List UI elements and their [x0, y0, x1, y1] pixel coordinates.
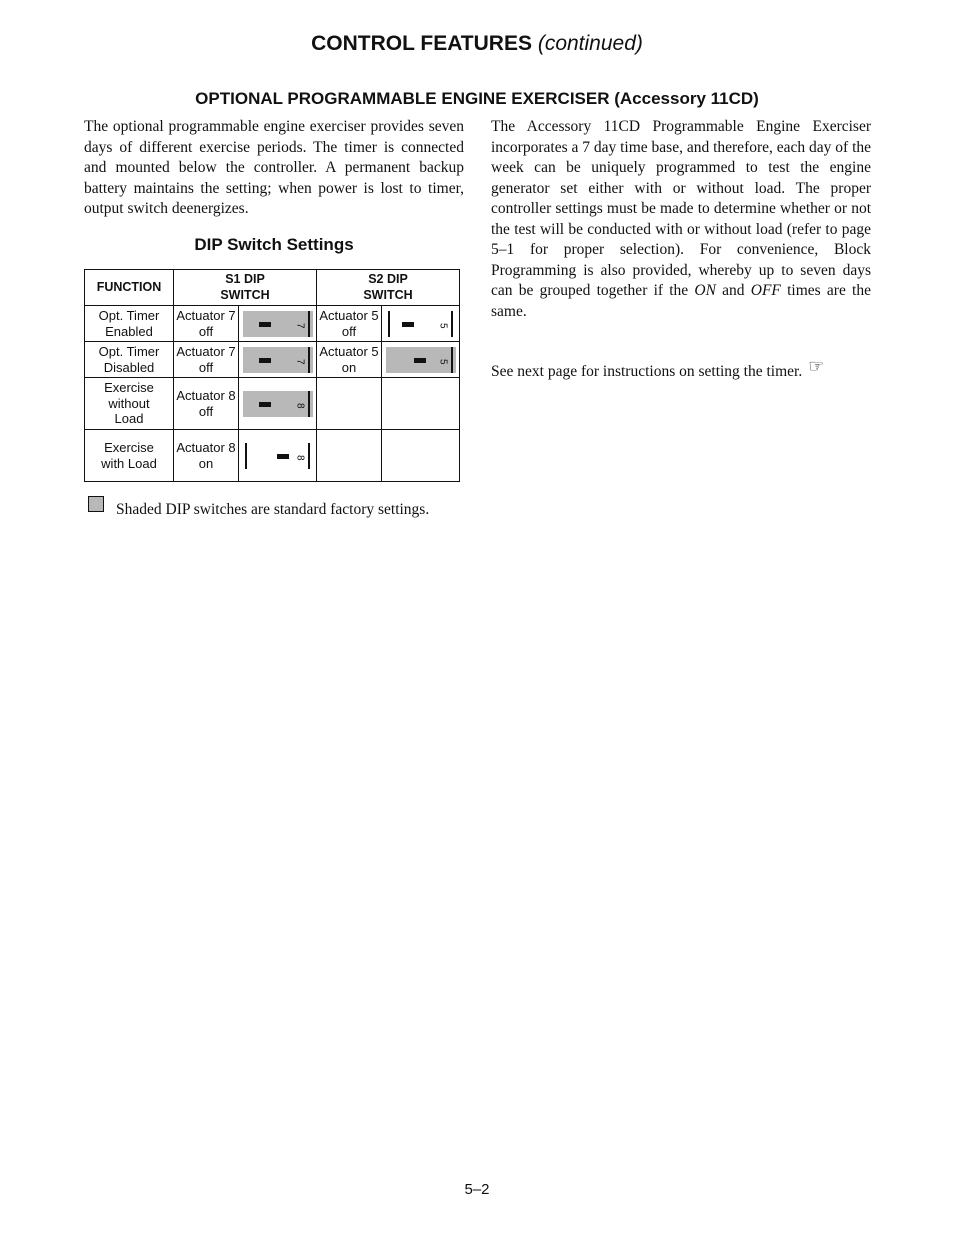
dip-switch-icon: 5	[386, 311, 456, 337]
s1-label-cell: Actuator 7 off	[174, 342, 239, 378]
s2-switch-cell	[382, 342, 460, 378]
section-subtitle: OPTIONAL PROGRAMMABLE ENGINE EXERCISER (Accessory 11CD)	[195, 89, 759, 108]
dip-switch-heading: DIP Switch Settings	[194, 235, 354, 254]
description-paragraph: The Accessory 11CD Programmable Engine Exerciser incorporates a 7 day time base, and therefore, each day of the week can be uniquely programmed to test the engine generator set either with or without load. The proper controller settings must be made to determine whether or not the test will be conducted with or without load (refer to page 5–1 for proper selection). For convenience, Block Programming is also provided, whereby up to seven days can be grouped together if the ON and OFF times are the same.	[491, 118, 872, 320]
function-cell: Opt. Timer Enabled	[85, 306, 174, 342]
function-cell: Exercise with Load	[85, 430, 174, 482]
s1-switch-cell	[239, 306, 317, 342]
s2-switch-cell	[382, 378, 460, 430]
s1-label-cell: Actuator 8 off	[174, 378, 239, 430]
table-row	[85, 378, 460, 430]
function-cell: Opt. Timer Disabled	[85, 342, 174, 378]
function-cell: Exercise without Load	[85, 378, 174, 430]
s2-label-cell	[317, 378, 382, 430]
s1-label-cell: Actuator 7 off	[174, 306, 239, 342]
s2-switch-cell	[382, 430, 460, 482]
s2-label-cell: Actuator 5 on	[317, 342, 382, 378]
dip-switch-icon: 8	[243, 443, 313, 469]
page-title	[0, 32, 954, 56]
dip-switch-icon: 7	[243, 311, 313, 337]
s1-switch-cell	[239, 342, 317, 378]
table-row	[85, 430, 460, 482]
title-main: CONTROL FEATURES	[311, 32, 532, 55]
table-header-row	[85, 270, 460, 306]
shaded-swatch-icon	[88, 496, 104, 512]
dip-switch-icon: 8	[243, 391, 313, 417]
title-suffix: (continued)	[537, 32, 643, 55]
table-row	[85, 342, 460, 378]
s2-switch-cell	[382, 306, 460, 342]
s1-switch-cell	[239, 378, 317, 430]
s2-label-cell	[317, 430, 382, 482]
table-row	[85, 306, 460, 342]
dip-switch-icon: 5	[386, 347, 456, 373]
dip-switch-table	[84, 269, 460, 482]
dip-switch-icon: 7	[243, 347, 313, 373]
page-number: 5–2	[464, 1181, 490, 1198]
legend-text: Shaded DIP switches are standard factory settings.	[116, 501, 430, 518]
intro-paragraph: The optional programmable engine exerciser provides seven days of different exercise periods. The timer is connected and mounted below the controller. A permanent backup battery maintains the setting; when power is lost to timer, output switch deenergizes.	[84, 118, 464, 217]
see-next-page-note: See next page for instructions on setting the timer. ☞	[491, 356, 825, 380]
s2-label-cell: Actuator 5 off	[317, 306, 382, 342]
header-s1: S1 DIP SWITCH	[174, 270, 317, 306]
header-function: FUNCTION	[85, 270, 174, 306]
s1-switch-cell	[239, 430, 317, 482]
pointing-hand-icon: ☞	[808, 356, 825, 377]
s1-label-cell: Actuator 8 on	[174, 430, 239, 482]
header-s2: S2 DIP SWITCH	[317, 270, 460, 306]
